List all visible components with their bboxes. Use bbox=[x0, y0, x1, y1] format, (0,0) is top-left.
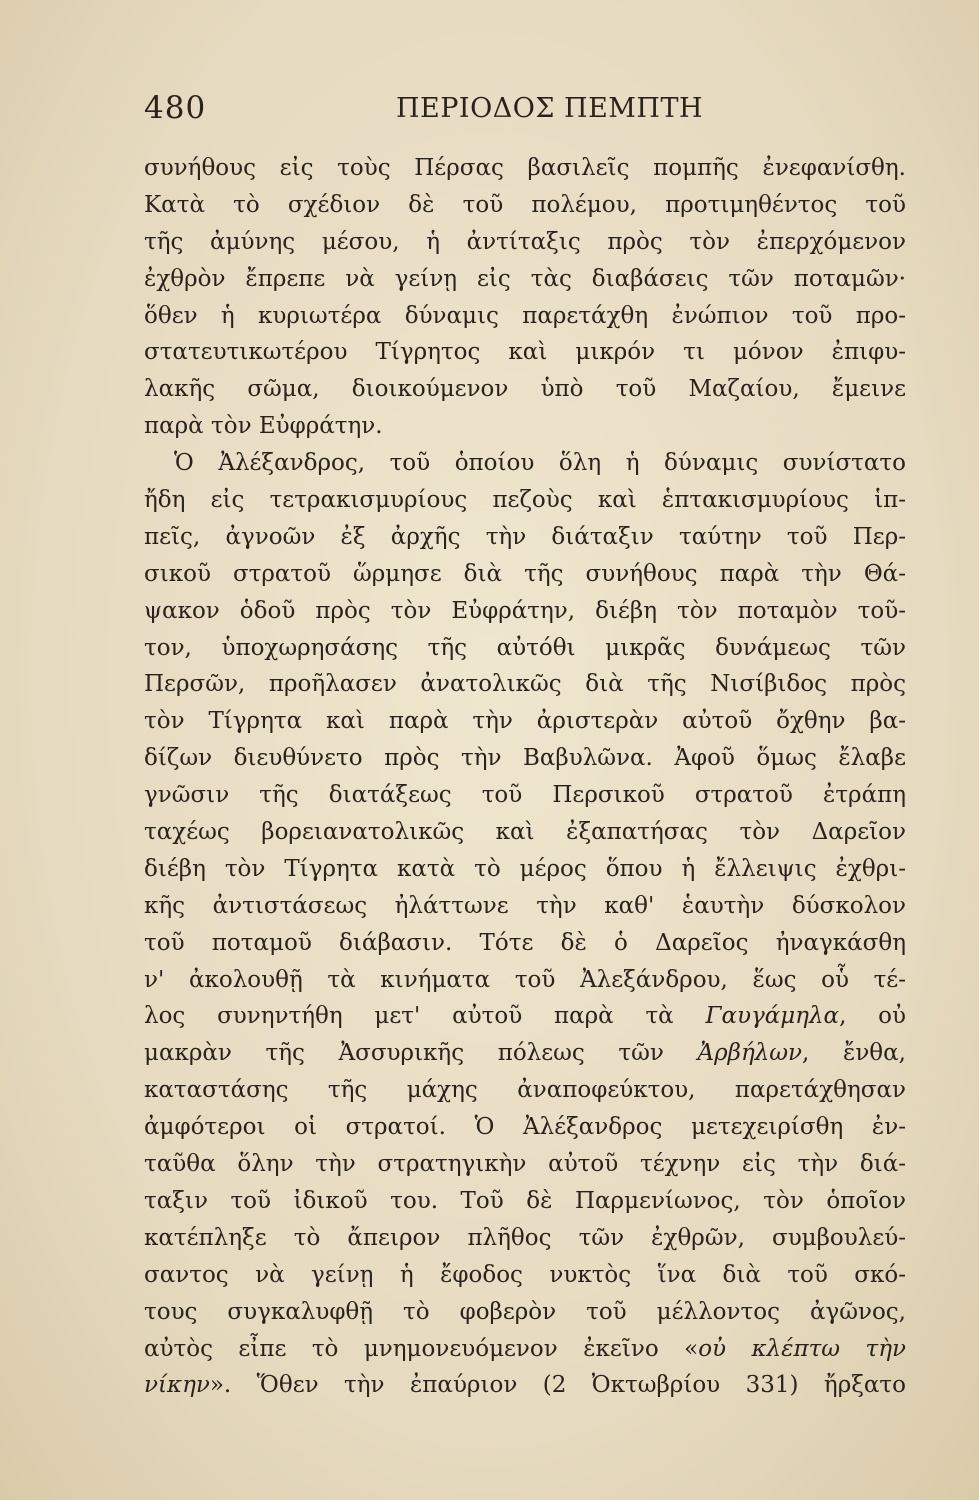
text-line: Ὁ Ἀλέξανδρος, τοῦ ὁποίου ὅλη ἡ δύναμις συνίστατο bbox=[174, 450, 906, 477]
text-line: λακῆς σῶμα, διοικούμενον ὑπὸ τοῦ Μαζαίου, ἔμεινε bbox=[144, 376, 906, 403]
text-line: κῆς ἀντιστάσεως ἠλάττωνε τὴν καθ' ἑαυτὴν δύσκολον bbox=[144, 892, 906, 919]
text-line bbox=[144, 1331, 906, 1368]
text-line: τῆς ἀμύνης μέσου, ἡ ἀντίταξις πρὸς τὸν ἐπερχόμενον bbox=[144, 228, 906, 255]
text-line: ἤδη εἰς τετρακισμυρίους πεζοὺς καὶ ἑπτακισμυρίους ἱπ- bbox=[144, 487, 906, 514]
line-text: μακρὰν τῆς Ἀσσυρικῆς πόλεως τῶν bbox=[144, 1040, 698, 1067]
text-line: τους συγκαλυφθῇ τὸ φοβερὸν τοῦ μέλλοντος ἀγῶνος, bbox=[144, 1298, 906, 1325]
text-line: ὅθεν ἡ κυριωτέρα δύναμις παρετάχθη ἐνώπιον τοῦ προ- bbox=[144, 302, 906, 329]
text-line: πεῖς, ἀγνοῶν ἐξ ἀρχῆς τὴν διάταξιν ταύτην τοῦ Περ- bbox=[144, 523, 906, 550]
text-line: ταῦθα ὅλην τὴν στρατηγικὴν αὐτοῦ τέχνην εἰς τὴν διά- bbox=[144, 1151, 906, 1178]
text-line: τὸν Τίγρητα καὶ παρὰ τὴν ἀριστερὰν αὐτοῦ ὄχθην βα- bbox=[144, 708, 906, 735]
text-line: ταξιν τοῦ ἰδικοῦ του. Τοῦ δὲ Παρμενίωνος, τὸν ὁποῖον bbox=[144, 1187, 906, 1214]
text-line: ν' ἀκολουθῇ τὰ κινήματα τοῦ Ἀλεξάνδρου, ἕως οὗ τέ- bbox=[144, 966, 906, 993]
text-line: ἐχθρὸν ἔπρεπε νὰ γείνῃ εἰς τὰς διαβάσεις τῶν ποταμῶν· bbox=[144, 265, 906, 292]
italic-place-name: Γαυγάμηλα bbox=[705, 1003, 840, 1030]
text-line: Περσῶν, προῆλασεν ἀνατολικῶς διὰ τῆς Νισίβιδος πρὸς bbox=[144, 671, 906, 698]
text-line bbox=[144, 998, 906, 1035]
italic-quotation: νίκην bbox=[144, 1372, 210, 1399]
text-line: κατέπληξε τὸ ἄπειρον πλῆθος τῶν ἐχθρῶν, συμβουλεύ- bbox=[144, 1224, 906, 1251]
text-line bbox=[144, 1367, 906, 1404]
text-line: σαντος νὰ γείνῃ ἡ ἔφοδος νυκτὸς ἵνα διὰ τοῦ σκό- bbox=[144, 1261, 906, 1288]
line-text: , ἔνθα, bbox=[802, 1040, 906, 1067]
text-line: διέβη τὸν Τίγρητα κατὰ τὸ μέρος ὅπου ἡ ἔλλειψις ἐχθρι- bbox=[144, 855, 906, 882]
line-text: ». Ὅθεν τὴν ἐπαύριον (2 Ὀκτωβρίου 331) ἤρξατο bbox=[209, 1372, 906, 1399]
italic-quotation: οὐ κλέπτω τὴν bbox=[698, 1335, 906, 1362]
text-line: συνήθους εἰς τοὺς Πέρσας βασιλεῖς πομπῆς ἐνεφανίσθη. bbox=[144, 155, 906, 181]
text-line: δίζων διευθύνετο πρὸς τὴν Βαβυλῶνα. Ἀφοῦ ὅμως ἔλαβε bbox=[144, 745, 906, 772]
line-text: λος συνηντήθη μετ' αὐτοῦ παρὰ τὰ bbox=[144, 1003, 706, 1030]
line-text: , οὐ bbox=[839, 1003, 906, 1030]
text-line: καταστάσης τῆς μάχης ἀναποφεύκτου, παρετάχθησαν bbox=[144, 1077, 906, 1104]
text-line: παρὰ τὸν Εὐφράτην. bbox=[144, 413, 383, 440]
page-header bbox=[144, 90, 904, 130]
text-line bbox=[144, 1035, 906, 1072]
text-line: ταχέως βορειανατολικῶς καὶ ἐξαπατήσας τὸν Δαρεῖον bbox=[144, 819, 906, 846]
text-line: Κατὰ τὸ σχέδιον δὲ τοῦ πολέμου, προτιμηθέντος τοῦ bbox=[144, 191, 906, 218]
text-line: ἀμφότεροι οἱ στρατοί. Ὁ Ἀλέξανδρος μετεχειρίσθη ἐν- bbox=[144, 1114, 906, 1141]
line-text: αὐτὸς εἶπε τὸ μνημονευόμενον ἐκεῖνο « bbox=[144, 1335, 699, 1362]
page-number: 480 bbox=[144, 90, 207, 126]
italic-place-name: Ἀρβήλων bbox=[697, 1040, 803, 1067]
body-text bbox=[144, 150, 906, 1404]
text-line: γνῶσιν τῆς διατάξεως τοῦ Περσικοῦ στρατοῦ ἐτράπη bbox=[144, 782, 906, 809]
text-line: τοῦ ποταμοῦ διάβασιν. Τότε δὲ ὁ Δαρεῖος ἠναγκάσθη bbox=[144, 929, 906, 956]
text-line: τον, ὑποχωρησάσης τῆς αὐτόθι μικρᾶς δυνάμεως τῶν bbox=[144, 634, 906, 661]
text-line: ψακον ὁδοῦ πρὸς τὸν Εὐφράτην, διέβη τὸν ποταμὸν τοῦ- bbox=[144, 597, 906, 624]
running-head: ΠΕΡΙΟΔΟΣ ΠΕΜΠΤΗ bbox=[396, 93, 704, 124]
text-line: στατευτικωτέρου Τίγρητος καὶ μικρόν τι μόνον ἐπιφυ- bbox=[144, 339, 906, 366]
text-line: σικοῦ στρατοῦ ὥρμησε διὰ τῆς συνήθους παρὰ τὴν Θά- bbox=[144, 560, 906, 587]
